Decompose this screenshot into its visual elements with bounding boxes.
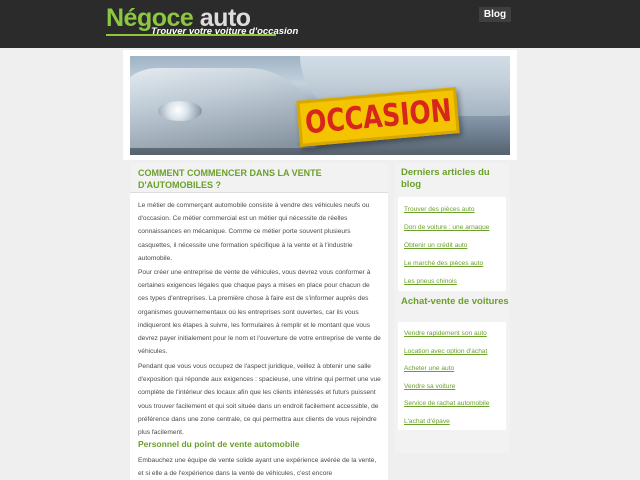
site-tagline: Trouver votre voiture d'occasion: [151, 26, 299, 37]
occasion-sign-text: OCCASION: [303, 91, 454, 141]
top-navigation-bar: [0, 0, 640, 48]
article-paragraph: Pendant que vous vous occupez de l'aspect juridique, veillez à obtenir une salle d'exposition qui réponde aux exigences : spacieuse, une vitrine qui permet une vue complète de l'intérieur des locaux afin que les clients intéressés et futurs puissent vous trouver facilement et qui soit située dans un endroit facilement accessible, de préférence dans une zone centrale, ce qui permettra aux clients de vous rejoindre plus facilement.: [138, 363, 381, 437]
article-paragraph: Pour créer une entreprise de vente de véhicules, vous devrez vous conformer à certaines exigences légales que chaque pays a mises en place pour chacun de ces types d'entreprises. La première chose à faire est de s'informer auprès des organismes gouvernementaux où les entreprises sont ouvertes, car ils vous indiqueront les étapes à suivre, les formulaires à remplir et le montant que vous devrez payer initialement pour le nom et l'ouverture de votre entreprise de vente de véhicules.: [138, 269, 381, 356]
car-headlight: [158, 101, 202, 121]
sidebar-link-vendre-voiture[interactable]: Vendre sa voiture: [404, 383, 456, 390]
sidebar-link-marche-pieces[interactable]: Le marché des pièces auto: [404, 260, 484, 267]
logo-word-auto: auto: [199, 4, 251, 32]
article-paragraph: Le métier de commerçant automobile consiste à vendre des véhicules neufs ou d'occasion. Ce métier commercial est un métier qui nécessite de réelles connaissances en mécanique. Comme ce métier porte souvent plusieurs casquettes, il nécessite une formation spécifique à la vente et à l'industrie automobile.: [138, 202, 370, 262]
main-article: [130, 163, 388, 480]
sidebar-link-rachat-automobile[interactable]: Service de rachat automobile: [404, 400, 490, 407]
sidebar-link-location-option-achat[interactable]: Location avec option d'achat: [404, 348, 488, 355]
sidebar-link-vendre-rapidement[interactable]: Vendre rapidement son auto: [404, 330, 487, 337]
banner-image: [130, 56, 510, 155]
article-subheading: Personnel du point de vente automobile: [138, 439, 300, 449]
sidebar-link-credit-auto[interactable]: Obtenir un crédit auto: [404, 242, 468, 249]
sidebar-link-achat-epave[interactable]: L'achat d'épave: [404, 418, 450, 425]
article-title: COMMENT COMMENCER DANS LA VENTE D'AUTOMOBILES ?: [130, 163, 388, 193]
sidebar-latest-articles-list: [398, 197, 506, 291]
sidebar-link-pneus-chinois[interactable]: Les pneus chinois: [404, 278, 457, 285]
banner-car-front: [130, 68, 320, 148]
sidebar-heading-latest-articles: Derniers articles du blog: [401, 167, 490, 190]
article-paragraph: Embauchez une équipe de vente solide ayant une expérience avérée de la vente, et si elle a de l'expérience dans la vente de véhicules, c'est encore: [138, 457, 377, 478]
sidebar-link-acheter-auto[interactable]: Acheter une auto: [404, 365, 455, 372]
logo-word-negoce: Négoce: [106, 4, 194, 32]
sidebar-link-pieces-auto[interactable]: Trouver des pièces auto: [404, 206, 475, 213]
sidebar: [394, 163, 510, 453]
sidebar-achat-vente-list: [398, 322, 506, 430]
sidebar-link-don-voiture[interactable]: Don de voiture : une arnaque: [404, 224, 490, 231]
blog-nav-button[interactable]: Blog: [479, 7, 511, 22]
sidebar-heading-achat-vente: Achat-vente de voitures: [401, 296, 509, 307]
banner-frame: [123, 50, 517, 160]
